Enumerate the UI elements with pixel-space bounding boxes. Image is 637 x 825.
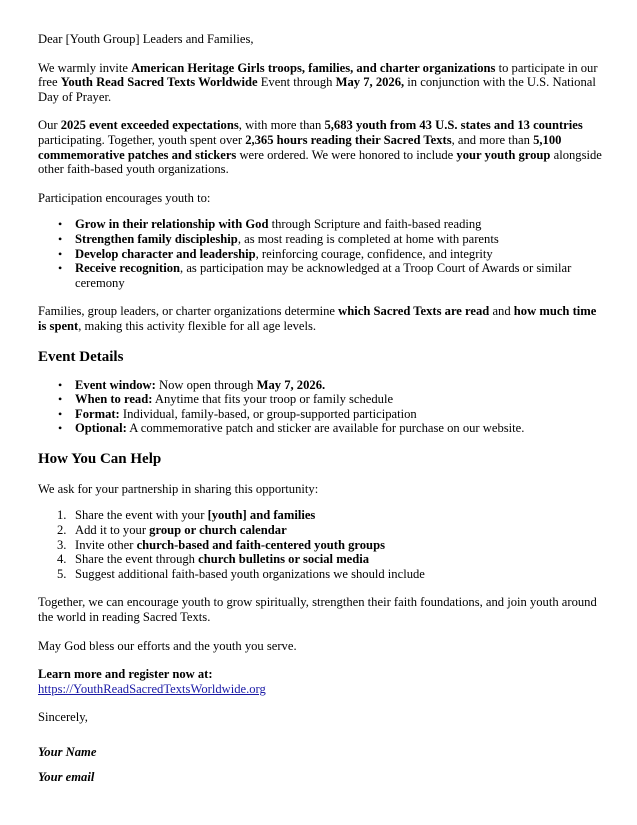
benefit-text: through Scripture and faith-based reading: [268, 217, 482, 232]
benefit-bold: Grow in their relationship with God: [75, 217, 269, 232]
intro-bold-1: American Heritage Girls troops, families, and charter organizations: [131, 60, 496, 75]
step-bold: [youth] and families: [207, 508, 316, 523]
step-text: Invite other: [75, 537, 137, 552]
results-text-6: alongside other faith-based youth organizations.: [38, 147, 602, 177]
encourage-intro: Participation encourages youth to:: [38, 190, 211, 205]
intro-bold-3: May 7, 2026,: [335, 75, 405, 90]
detail-label: Optional:: [75, 421, 127, 436]
blessing: May God bless our efforts and the youth you serve.: [38, 638, 297, 653]
intro-text-1: We warmly invite: [38, 60, 132, 75]
flex-text-3: , making this activity flexible for all age levels.: [78, 318, 317, 333]
step-bold: church bulletins or social media: [198, 552, 370, 567]
detail-label: Event window:: [75, 377, 156, 392]
how-you-can-help-heading: How You Can Help: [38, 450, 162, 467]
list-item: [38, 567, 607, 582]
flex-bold-1: which Sacred Texts are read: [338, 304, 490, 319]
learn-more-label: Learn more and register now at:: [38, 667, 213, 682]
step-text: Suggest additional faith-based youth organizations we should include: [75, 566, 425, 581]
results-text-3: participating. Together, youth spent over: [38, 132, 246, 147]
results-text-4: , and more than: [451, 132, 534, 147]
list-item: [38, 508, 607, 523]
benefit-text: , as participation may be acknowledged at a Troop Court of Awards or similar ceremony: [75, 261, 572, 290]
detail-text: Now open through: [155, 377, 257, 392]
flex-paragraph: [38, 304, 607, 333]
benefit-text: , as most reading is completed at home with parents: [237, 231, 499, 246]
event-details-list: [38, 378, 607, 436]
list-item: [38, 232, 607, 247]
results-bold-2: 5,683 youth from 43 U.S. states and 13 countries: [324, 118, 583, 133]
list-item: [38, 261, 607, 290]
results-bold-1: 2025 event exceeded expectations: [60, 118, 239, 133]
detail-label: Format:: [75, 406, 120, 421]
intro-text-3: Event through: [257, 75, 336, 90]
intro-text-2: to participate in our free: [38, 60, 598, 90]
flex-text-1: Families, group leaders, or charter organizations determine: [38, 304, 339, 319]
detail-date: May 7, 2026.: [256, 377, 326, 392]
step-bold: group or church calendar: [149, 523, 287, 538]
results-text-1: Our: [38, 118, 61, 133]
results-bold-3: 2,365 hours reading their Sacred Texts: [245, 132, 452, 147]
closing-paragraph: Together, we can encourage youth to grow spiritually, strengthen their faith foundations, and join youth around the world in reading Sacred Texts.: [38, 595, 597, 625]
intro-text-4: in conjunction with the U.S. National Day of Prayer.: [38, 75, 596, 104]
benefit-bold: Develop character and leadership: [75, 246, 256, 261]
event-details-heading: Event Details: [38, 348, 124, 365]
list-item: [38, 378, 607, 393]
step-text: Share the event with your: [75, 508, 208, 523]
detail-text: A commemorative patch and sticker are available for purchase on our website.: [126, 421, 525, 436]
list-item: [38, 538, 607, 553]
results-paragraph: [38, 118, 607, 176]
list-item: [38, 421, 607, 436]
sincerely: Sincerely,: [38, 710, 88, 725]
signature-email: Your email: [38, 769, 95, 784]
detail-label: When to read:: [75, 392, 153, 407]
signature-name: Your Name: [38, 745, 97, 759]
list-item: [38, 552, 607, 567]
results-text-5: were ordered. We were honored to include: [236, 147, 457, 162]
benefit-text: , reinforcing courage, confidence, and integrity: [255, 246, 493, 261]
benefit-bold: Strengthen family discipleship: [75, 231, 238, 246]
step-bold: church-based and faith-centered youth groups: [136, 537, 385, 552]
results-bold-5: your youth group: [456, 147, 551, 162]
step-number: 1.: [57, 508, 67, 523]
intro-paragraph: [38, 61, 607, 105]
benefits-list: [38, 217, 607, 290]
intro-bold-2: Youth Read Sacred Texts Worldwide: [60, 75, 258, 90]
list-item: [38, 217, 607, 232]
flex-text-2: and: [489, 304, 514, 319]
flex-bold-2: how much time is spent: [38, 304, 597, 333]
register-link[interactable]: https://YouthReadSacredTextsWorldwide.org: [38, 681, 266, 696]
list-item: [38, 407, 607, 422]
step-number: 2.: [57, 523, 67, 538]
list-item: [38, 247, 607, 262]
detail-text: Anytime that fits your troop or family schedule: [152, 392, 394, 407]
help-steps-list: [38, 508, 607, 581]
step-text: Add it to your: [75, 523, 150, 538]
benefit-bold: Receive recognition: [75, 261, 181, 276]
results-text-2: , with more than: [238, 118, 325, 133]
learn-more: [38, 667, 607, 682]
step-text: Share the event through: [75, 552, 199, 567]
results-bold-4: 5,100 commemorative patches and stickers: [38, 132, 562, 162]
step-number: 3.: [57, 537, 67, 552]
help-intro: We ask for your partnership in sharing this opportunity:: [38, 481, 319, 496]
list-item: [38, 523, 607, 538]
register-link-line: [38, 682, 607, 697]
salutation: Dear [Youth Group] Leaders and Families,: [38, 32, 254, 46]
step-number: 5.: [57, 566, 67, 581]
step-number: 4.: [57, 552, 67, 567]
list-item: [38, 392, 607, 407]
detail-text: Individual, family-based, or group-supported participation: [119, 406, 417, 421]
